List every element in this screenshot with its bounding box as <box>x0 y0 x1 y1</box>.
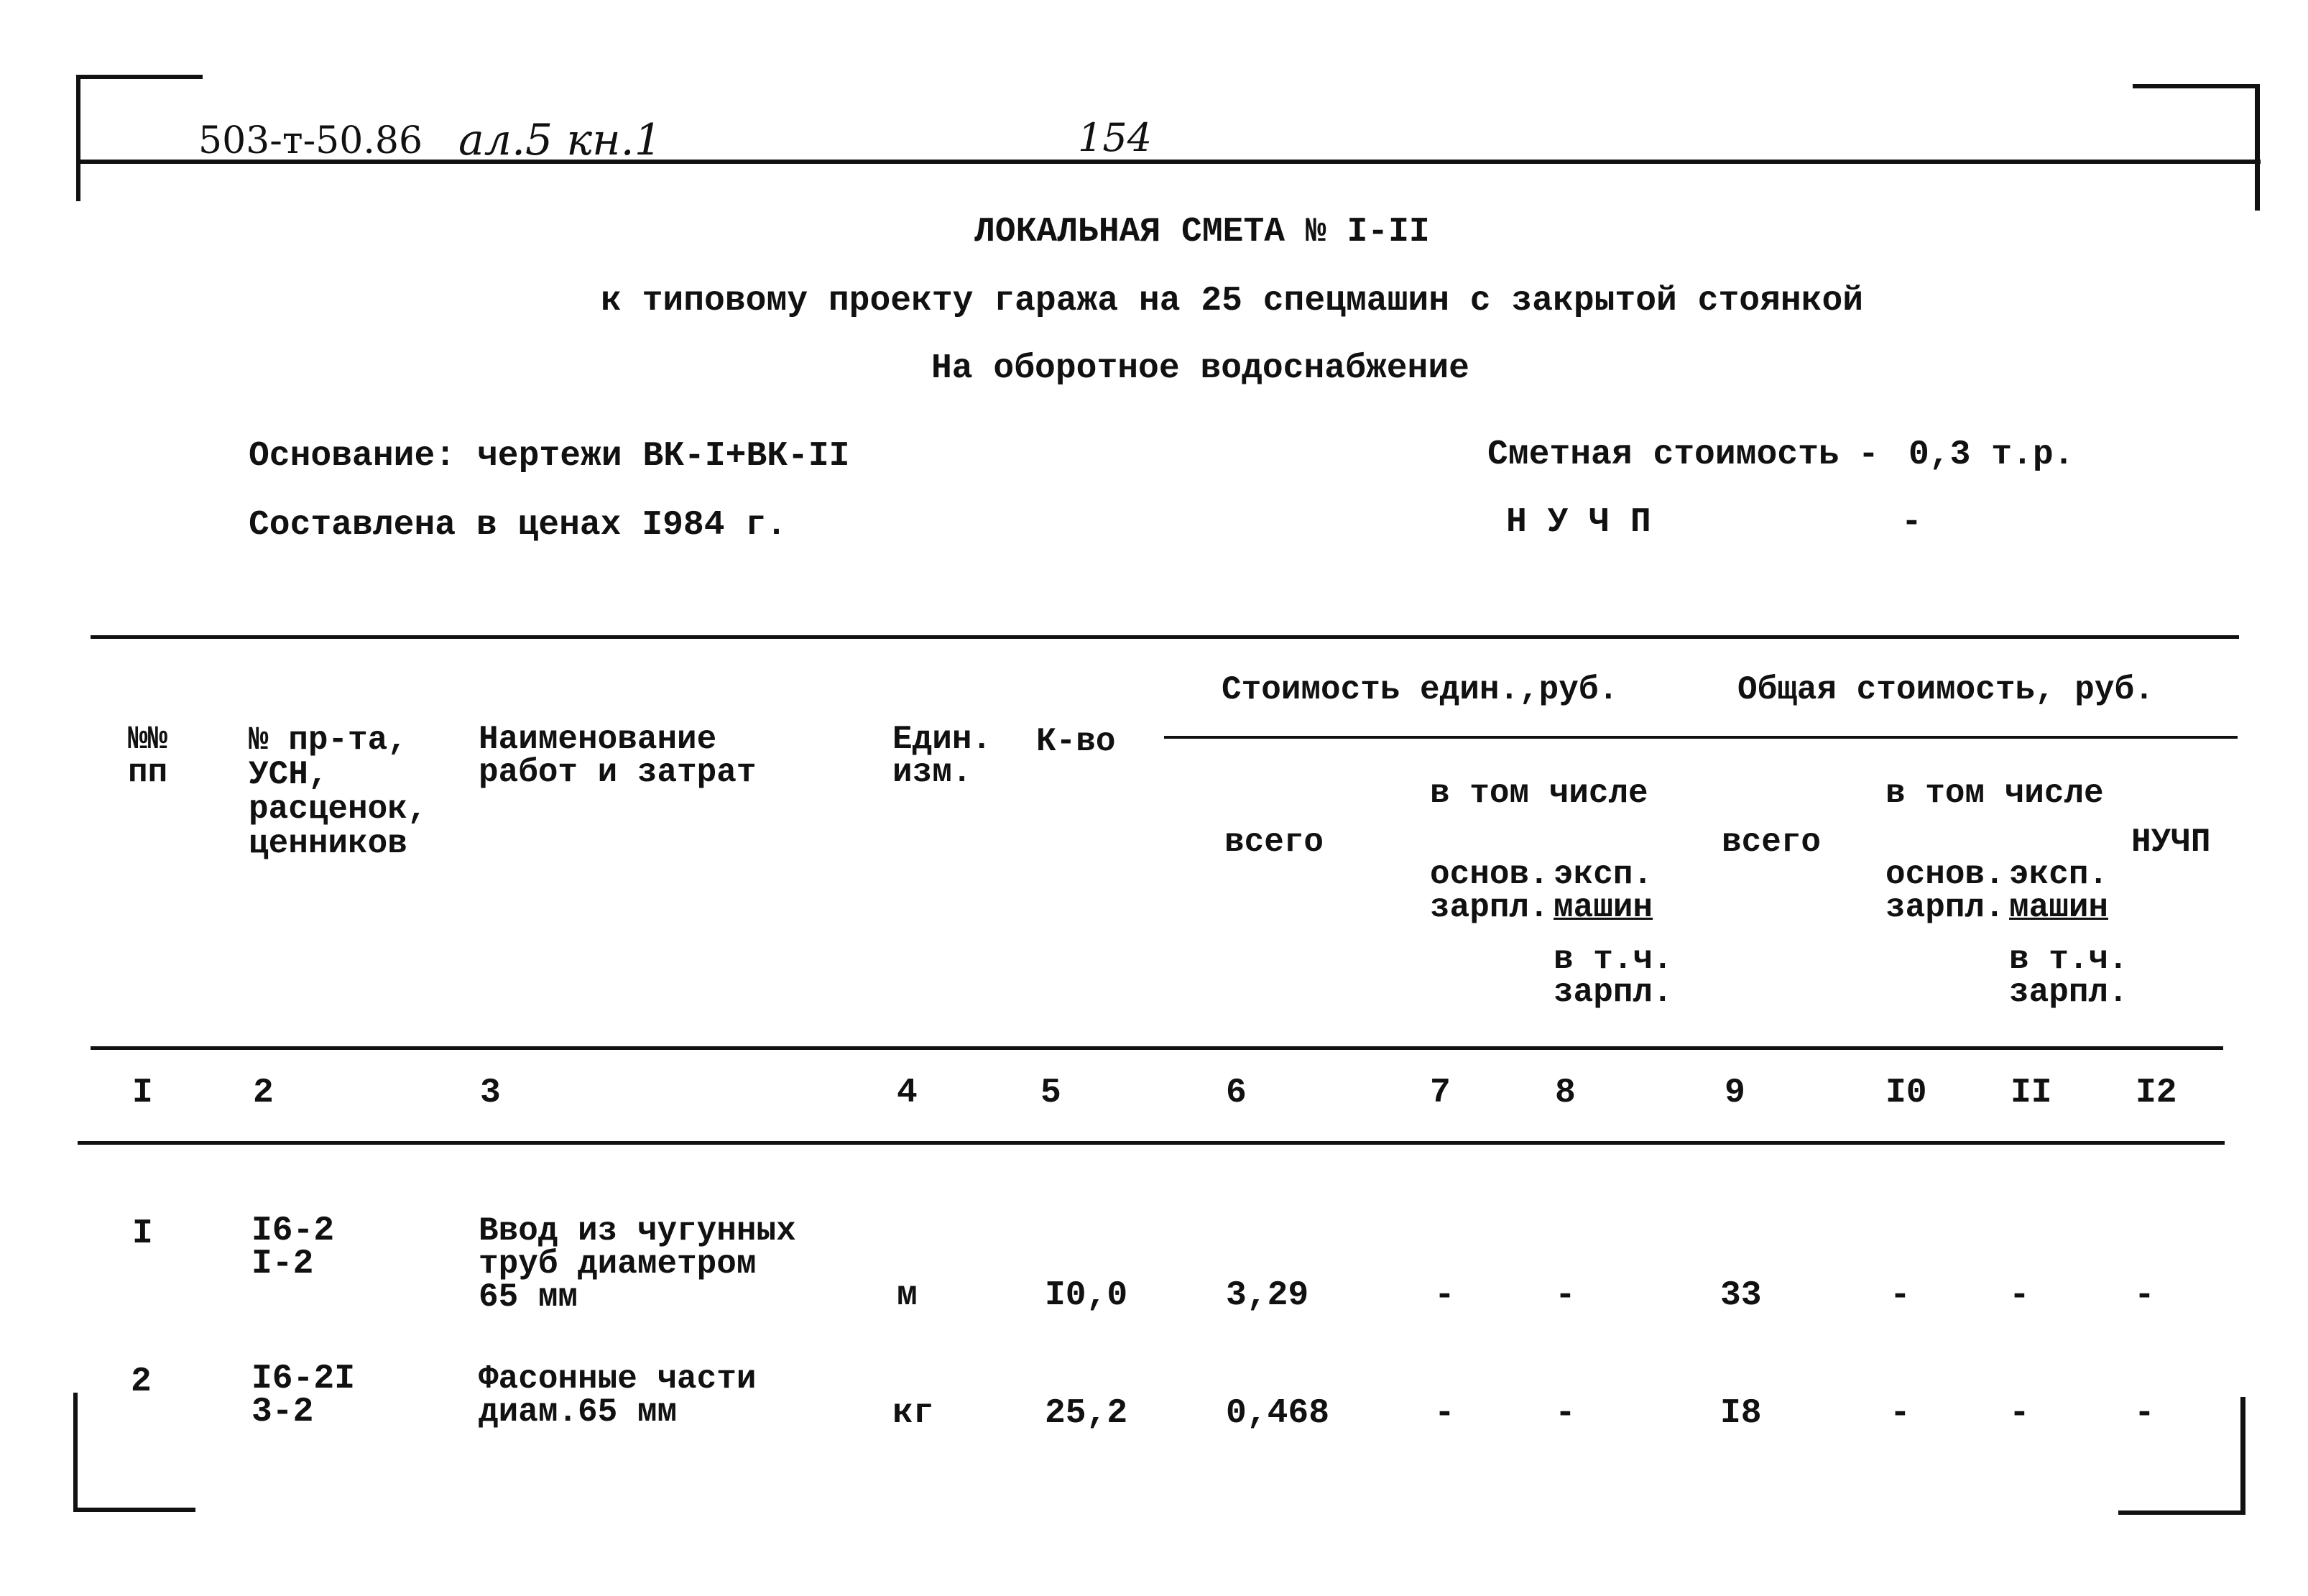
column-number-4: 4 <box>897 1074 918 1112</box>
header-unit-machines <box>1554 858 1653 924</box>
frame-bottom-left-stub <box>73 1508 195 1512</box>
table-row-2-name-line1: Фасонные части <box>479 1360 757 1398</box>
nuchp-value: - <box>1901 503 1922 542</box>
table-row-2-reference <box>251 1362 355 1429</box>
header-unit-incl-wage-line2: зарпл. <box>1554 974 1673 1011</box>
header-total-cost-group: Общая стоимость, руб. <box>1737 671 2154 709</box>
column-number-11: II <box>2011 1074 2052 1112</box>
header-reference-line3: расценок, <box>249 790 428 828</box>
table-row-2-nuchp: - <box>2134 1394 2155 1433</box>
document-subtitle: к типовому проекту гаража на 25 спецмашин с закрытой стоянкой <box>601 282 1864 320</box>
header-total-basic-wage-line1: основ. <box>1885 856 2005 893</box>
basis-label: Основание: <box>249 437 456 476</box>
header-quantity: К-во <box>1036 723 1116 760</box>
column-number-3: 3 <box>480 1074 501 1112</box>
table-row-2-quantity: 25,2 <box>1045 1394 1128 1433</box>
header-total-incl-wage <box>2009 943 2128 1009</box>
header-total-machines <box>2009 858 2108 924</box>
table-row-1-unit-basic-wage: - <box>1434 1276 1455 1315</box>
header-reference-line1: № пр-та, <box>249 721 407 759</box>
header-unit-cost-group: Стоимость един.,руб. <box>1222 671 1619 709</box>
table-row-2-unit-basic-wage: - <box>1434 1394 1455 1433</box>
column-number-7: 7 <box>1430 1074 1451 1112</box>
table-row-1-name-line3: 65 мм <box>479 1278 578 1316</box>
document-section: На оборотное водоснабжение <box>931 349 1469 388</box>
table-row-2-total-machines: - <box>2009 1394 2030 1433</box>
table-row-2-unit-total: 0,468 <box>1226 1394 1330 1433</box>
frame-right-top-vertical <box>2255 84 2260 211</box>
prices-label: Составлена в ценах I984 г. <box>249 506 787 545</box>
table-row-1-total-machines: - <box>2009 1276 2030 1315</box>
header-total-machines-line2: машин <box>2009 889 2109 926</box>
header-unit-machines-line1: эксп. <box>1554 856 1653 893</box>
table-row-1-name-line1: Ввод из чугунных <box>479 1212 796 1250</box>
frame-left-bottom-vertical <box>73 1393 78 1512</box>
table-row-1-reference <box>251 1214 334 1281</box>
header-row-number-line1: №№ <box>128 721 168 758</box>
header-nuchp: НУЧП <box>2131 824 2211 861</box>
table-row-1-reference-line1: I6-2 <box>251 1212 335 1250</box>
estimated-cost-label: Сметная стоимость <box>1487 435 1840 474</box>
header-total-incl-wage-line2: зарпл. <box>2009 974 2128 1011</box>
table-row-2-name <box>479 1362 756 1429</box>
header-unit-basic-wage-line1: основ. <box>1430 856 1549 893</box>
frame-right-bottom-vertical <box>2240 1397 2245 1515</box>
frame-top-right-stub <box>2133 84 2259 88</box>
header-unit-total: всего <box>1224 824 1324 861</box>
document-title: ЛОКАЛЬНАЯ СМЕТА № I-II <box>974 213 1430 252</box>
table-row-1-total-basic-wage: - <box>1890 1276 1911 1315</box>
table-row-1-unit-total: 3,29 <box>1226 1276 1309 1315</box>
header-unit-machines-line2: машин <box>1554 889 1653 926</box>
header-reference-line2: УСН, <box>249 756 328 793</box>
table-row-1-reference-line2: I-2 <box>251 1245 314 1283</box>
frame-left-top-vertical <box>76 75 80 201</box>
document-code: 503-т-50.86 <box>198 119 423 162</box>
column-number-10: I0 <box>1885 1074 1927 1112</box>
table-row-2-name-line2: диам.65 мм <box>479 1393 678 1431</box>
header-unit-incl: в том числе <box>1430 775 1648 812</box>
cost-group-rule <box>1164 736 2238 739</box>
header-unit-incl-wage-line1: в т.ч. <box>1554 941 1673 978</box>
header-total-basic-wage <box>1885 858 2005 924</box>
header-total-incl: в том числе <box>1885 775 2104 812</box>
table-row-2-number: 2 <box>131 1362 152 1401</box>
header-reference-line4: ценников <box>249 825 407 862</box>
header-row-number-line2: пп <box>128 754 168 791</box>
column-number-6: 6 <box>1226 1074 1247 1112</box>
header-total-incl-wage-line1: в т.ч. <box>2009 941 2128 978</box>
table-row-1-number: I <box>132 1214 153 1253</box>
header-unit-incl-wage <box>1554 943 1673 1009</box>
header-reference <box>249 723 427 861</box>
estimated-cost-value: 0,3 т.р. <box>1908 435 2074 474</box>
column-number-12: I2 <box>2136 1074 2177 1112</box>
header-work-name-line2: работ и затрат <box>479 754 757 791</box>
table-row-1-name-line2: труб диаметром <box>479 1245 757 1283</box>
table-row-1-unit: м <box>897 1276 918 1315</box>
header-work-name-line1: Наименование <box>479 721 717 758</box>
header-unit-line1: Един. <box>892 721 992 758</box>
table-top-rule <box>91 635 2239 639</box>
header-unit-line2: изм. <box>892 754 972 791</box>
basis-value: чертежи ВК-I+ВК-II <box>477 437 850 476</box>
nuchp-label: Н У Ч П <box>1506 503 1651 542</box>
table-row-2-unit: кг <box>892 1394 934 1433</box>
header-total-machines-line1: эксп. <box>2009 856 2109 893</box>
header-unit-basic-wage-line2: зарпл. <box>1430 889 1549 926</box>
table-row-2-reference-line2: 3-2 <box>251 1393 314 1431</box>
column-number-9: 9 <box>1725 1074 1745 1112</box>
table-row-2-reference-line1: I6-2I <box>251 1360 356 1398</box>
column-number-8: 8 <box>1555 1074 1576 1112</box>
table-row-1-name <box>479 1214 796 1314</box>
column-numbers-bottom-rule <box>78 1141 2225 1145</box>
table-row-2-total: I8 <box>1720 1394 1762 1433</box>
column-number-5: 5 <box>1040 1074 1061 1112</box>
header-total-total: всего <box>1722 824 1822 861</box>
header-total-basic-wage-line2: зарпл. <box>1885 889 2005 926</box>
page-number: 154 <box>1078 115 1153 160</box>
header-work-name <box>479 723 756 789</box>
header-unit <box>892 723 992 789</box>
header-unit-basic-wage <box>1430 858 1549 924</box>
frame-bottom-right-stub <box>2118 1510 2245 1515</box>
frame-top-left-stub <box>76 75 203 79</box>
table-row-1-unit-machines: - <box>1555 1276 1576 1315</box>
header-row-number <box>128 723 167 789</box>
column-number-1: I <box>132 1074 153 1112</box>
table-row-1-nuchp: - <box>2134 1276 2155 1315</box>
header-bottom-rule <box>91 1046 2223 1050</box>
estimated-cost-dash: - <box>1858 435 1879 474</box>
column-number-2: 2 <box>253 1074 274 1112</box>
table-row-1-total: 33 <box>1720 1276 1762 1315</box>
table-row-2-unit-machines: - <box>1555 1394 1576 1433</box>
handwritten-reference: ал.5 кн.1 <box>458 115 662 165</box>
table-row-2-total-basic-wage: - <box>1890 1394 1911 1433</box>
table-row-1-quantity: I0,0 <box>1045 1276 1128 1315</box>
